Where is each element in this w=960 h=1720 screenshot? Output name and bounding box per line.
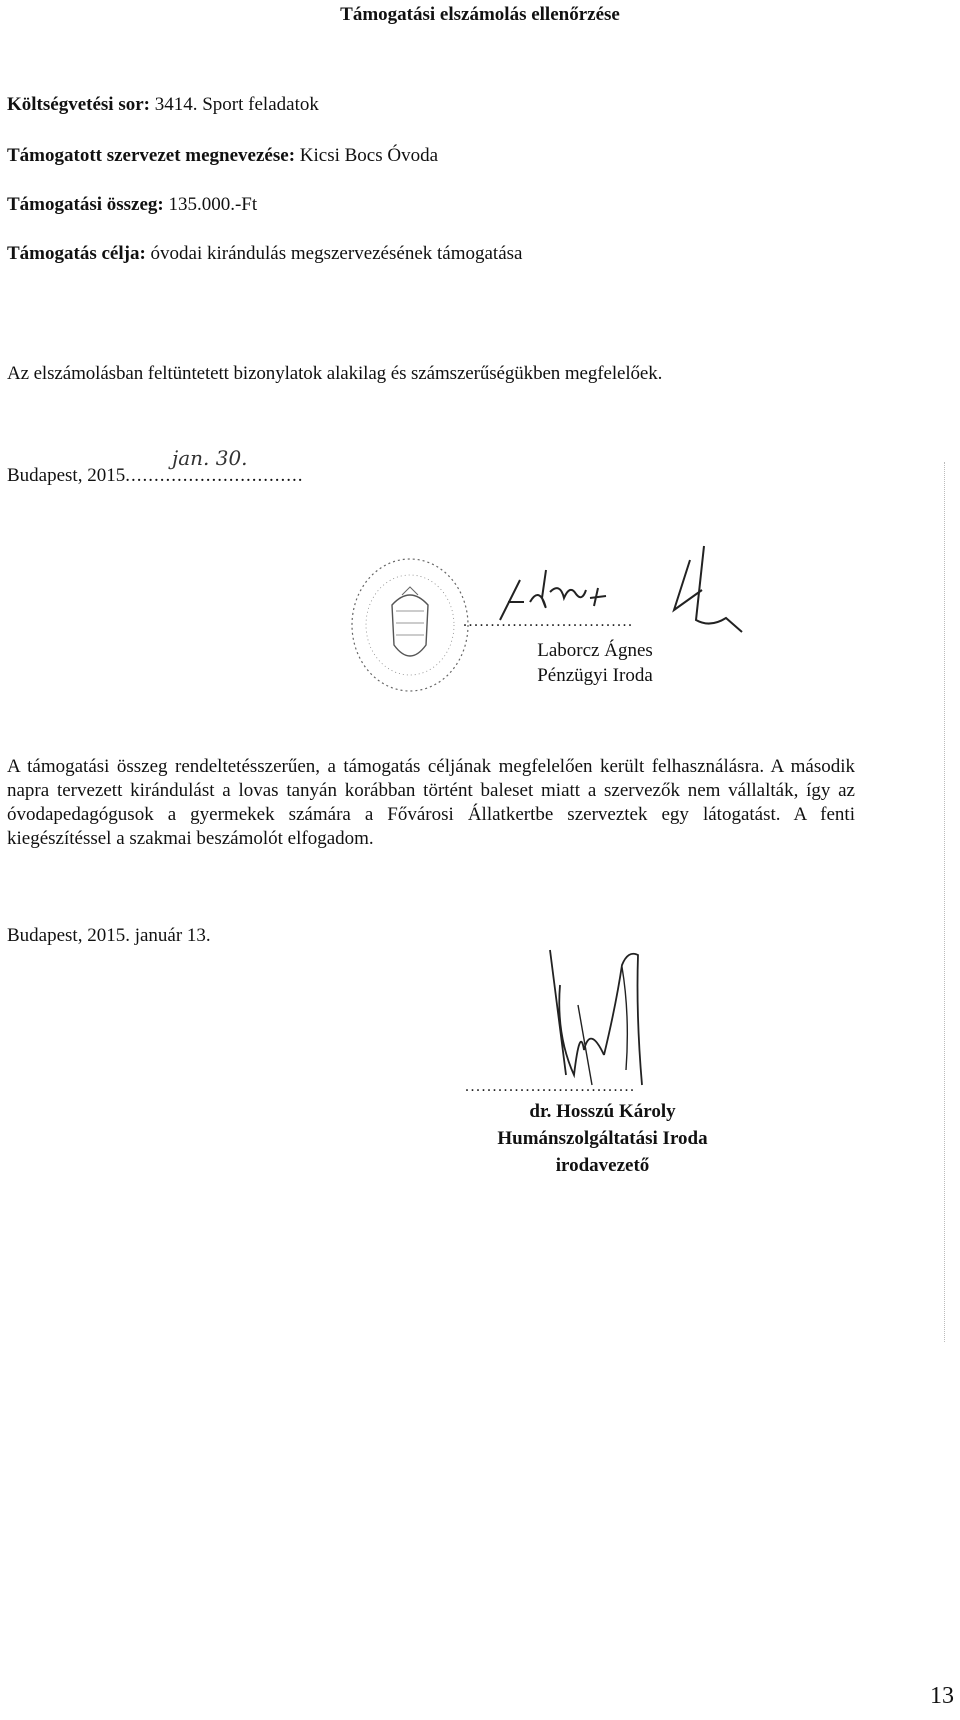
second-signature-line: ............................... [465, 1078, 636, 1095]
verification-statement: Az elszámolásban feltüntetett bizonylatok alakilag és számszerűségükben megfelelőek. [7, 363, 663, 384]
first-signatory [520, 638, 670, 688]
organization-label: Támogatott szervezet megnevezése: [7, 145, 296, 166]
page-number: 13 [930, 1683, 954, 1709]
first-date-line [7, 465, 303, 487]
purpose-value: óvodai kirándulás megszervezésének támogatása [150, 243, 523, 264]
first-date-prefix: Budapest, 2015 [7, 465, 126, 486]
approval-paragraph: A támogatási összeg rendeltetésszerűen, a támogatás céljának megfelelően került felhasználásra. A második napra tervezett kirándulást a lovas tanyán korábban történt baleset miatt a szervezők nem vállalták, így az óvodapedagógusok a gyermekek számára a Fővárosi Állatkertbe szerveztek egy látogatást. A fenti kiegészítéssel a szakmai beszámolót elfogadom. [7, 756, 855, 849]
handwritten-date: jan. 30. [172, 446, 248, 470]
purpose-row [7, 243, 522, 265]
second-signatory [460, 1098, 745, 1179]
second-date-line: Budapest, 2015. január 13. [7, 925, 211, 946]
first-signatory-name: Laborcz Ágnes [537, 640, 653, 661]
budget-line-row [7, 94, 319, 116]
budget-line-label: Költségvetési sor: [7, 94, 150, 115]
hosszu-signature [520, 945, 680, 1090]
document-title: Támogatási elszámolás ellenőrzése [340, 4, 620, 25]
amount-row [7, 194, 257, 216]
organization-value: Kicsi Bocs Óvoda [299, 145, 439, 166]
amount-value: 135.000.-Ft [168, 194, 258, 215]
budget-line-value: 3414. Sport feladatok [154, 94, 319, 115]
first-signature-line: ............................... [463, 613, 634, 630]
second-signatory-name: dr. Hosszú Károly [529, 1101, 676, 1122]
organization-row [7, 145, 438, 167]
official-stamp [340, 545, 480, 705]
first-signatory-office: Pénzügyi Iroda [537, 665, 653, 686]
purpose-label: Támogatás célja: [7, 243, 146, 264]
second-signatory-office: Humánszolgáltatási Iroda [497, 1128, 708, 1149]
second-signatory-position: irodavezető [555, 1155, 650, 1176]
first-date-dots: ............................... [125, 465, 304, 486]
scan-margin-line [944, 462, 945, 1342]
amount-label: Támogatási összeg: [7, 194, 164, 215]
